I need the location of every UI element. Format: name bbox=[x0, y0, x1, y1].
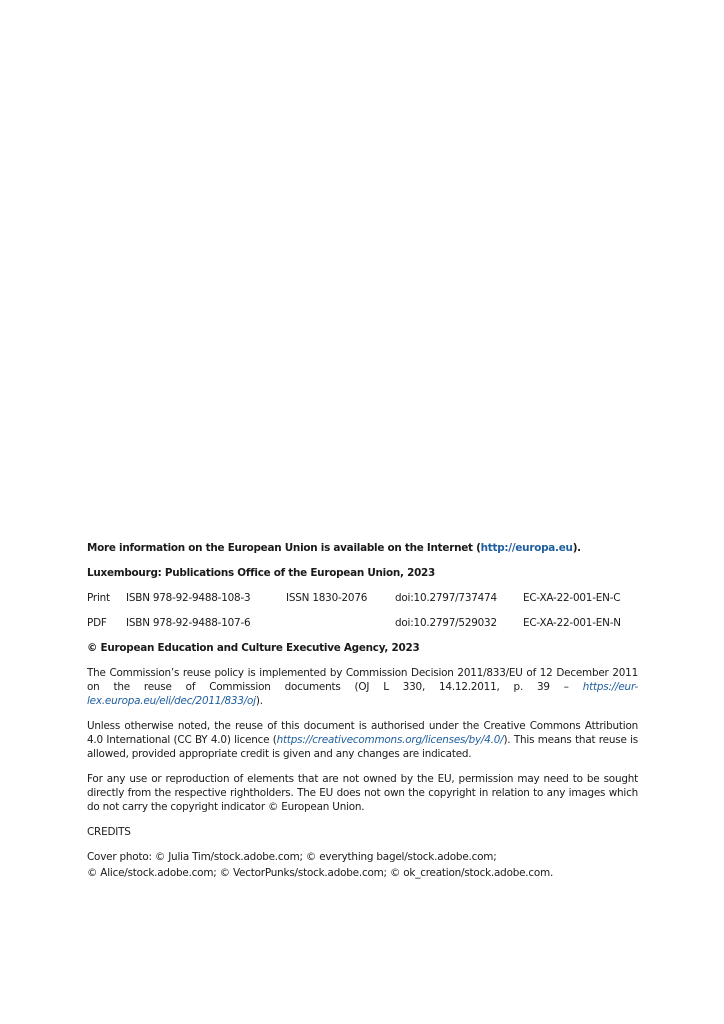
reuse-policy-text: The Commission’s reuse policy is implemented by Commission Decision 2011/833/EU of 12 December 2011 on the reuse of Commission documents (OJ L 330, 14.12.2011, p. 39 – bbox=[87, 667, 638, 693]
eur-lex-link[interactable]: https://eur-lex.europa.eu/eli/dec/2011/833/oj bbox=[87, 681, 638, 707]
imprint-block bbox=[87, 541, 638, 880]
reuse-policy-end: ). bbox=[255, 695, 263, 707]
edition-row-pdf bbox=[87, 616, 638, 630]
licence-text-end: ). This means that reuse is allowed, provided appropriate credit is given and any changes are indicated. bbox=[87, 734, 638, 760]
publisher-line: Luxembourg: Publications Office of the European Union, 2023 bbox=[87, 567, 436, 579]
edition-row-print bbox=[87, 591, 638, 605]
edition-catalogue: EC-XA-22-001-EN-N bbox=[523, 617, 621, 629]
edition-issn: ISSN 1830-2076 bbox=[286, 592, 368, 604]
credits-line: © Alice/stock.adobe.com; © VectorPunks/stock.adobe.com; © ok_creation/stock.adobe.com. bbox=[87, 867, 554, 879]
reuse-policy-paragraph bbox=[87, 666, 638, 708]
copyright-line: © European Education and Culture Executive Agency, 2023 bbox=[87, 642, 420, 654]
edition-format: Print bbox=[87, 592, 110, 604]
edition-doi: doi:10.2797/529032 bbox=[395, 617, 497, 629]
licence-paragraph bbox=[87, 719, 638, 761]
credits-heading: CREDITS bbox=[87, 826, 131, 838]
edition-format: PDF bbox=[87, 617, 107, 629]
more-info-line bbox=[87, 541, 638, 555]
edition-doi: doi:10.2797/737474 bbox=[395, 592, 497, 604]
licence-text: Unless otherwise noted, the reuse of this document is authorised under the Creative Commons Attribution 4.0 International (CC BY 4.0) licence ( bbox=[87, 720, 638, 746]
creative-commons-link[interactable]: https://creativecommons.org/licenses/by/4.0/ bbox=[276, 734, 504, 746]
more-info-text: More information on the European Union is available on the Internet ( bbox=[87, 542, 481, 554]
edition-catalogue: EC-XA-22-001-EN-C bbox=[523, 592, 621, 604]
third-party-paragraph: For any use or reproduction of elements that are not owned by the EU, permission may need to be sought directly from the respective rightholders. The EU does not own the copyright in relation to any images which do not carry the copyright indicator © European Union. bbox=[87, 773, 638, 813]
credits-line: Cover photo: © Julia Tim/stock.adobe.com; © everything bagel/stock.adobe.com; bbox=[87, 851, 497, 863]
more-info-text-end: ). bbox=[572, 542, 581, 554]
europa-link[interactable]: http://europa.eu bbox=[480, 542, 573, 554]
edition-isbn: ISBN 978-92-9488-108-3 bbox=[126, 592, 251, 604]
edition-isbn: ISBN 978-92-9488-107-6 bbox=[126, 617, 251, 629]
